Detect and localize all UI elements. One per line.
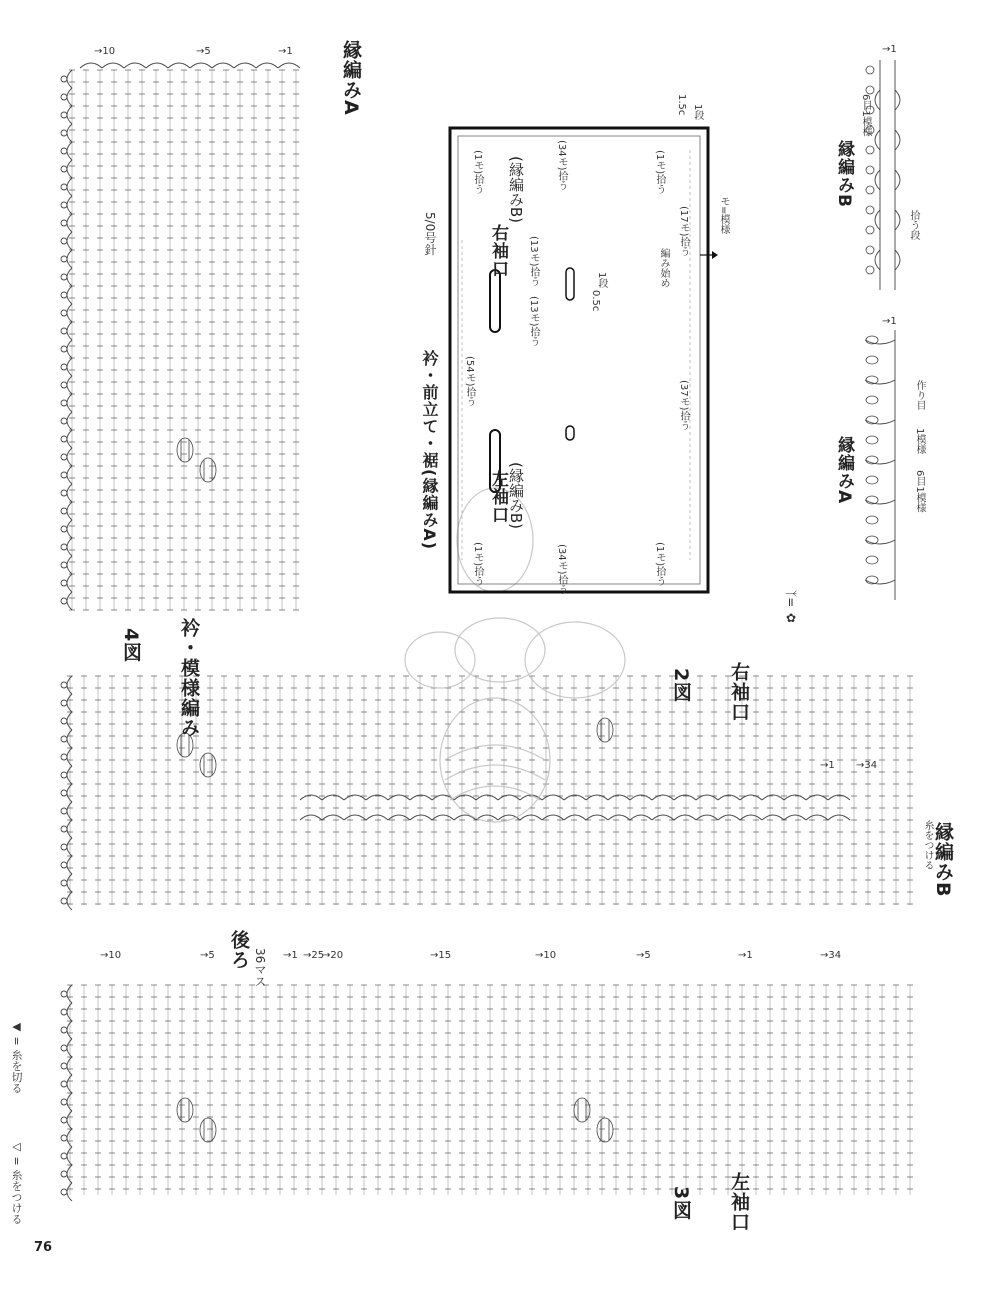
pick-54: (54モ)拾う [464,356,475,407]
pick-1-c: (1モ)拾う [472,542,483,587]
back-count: 36マス [253,948,267,988]
formula-symbol: ᛉ= ✿ [784,590,798,626]
dim-1row: 1段 [692,104,703,121]
pick-17: (17モ)拾う [678,206,689,257]
sample-a-1motif: 1模様 [914,428,925,455]
left-cuff-sub: (縁編みB) [507,462,525,529]
stitch-symbol-icon: ᛉ [784,590,798,598]
thread-attach-label: 糸をつける [922,820,933,870]
fig3-row-0: →10 [100,950,122,961]
dim-1row-b: 1段 [596,272,607,289]
dim-05: 0.5c [590,290,601,312]
fig3-row-5: →15 [430,950,452,961]
pick-34-bottom: (34モ)拾う [556,544,567,595]
dim-15: 1.5c [676,94,687,116]
fig3-row-6: →10 [535,950,557,961]
fig3-label: 3図 [670,1186,692,1221]
sample-a-chain: 作り目 [914,380,925,410]
pick-13-a: (13モ)拾う [528,296,539,347]
edging-b-label-fig2: 縁編みB [932,822,954,898]
fig3-row-1: →5 [200,950,215,961]
fig3-row-2: →1 [283,950,298,961]
fig4-row-1: →1 [278,46,293,57]
sample-b-pick-row: 拾う段 [908,210,919,240]
fig3-row-8: →1 [738,950,753,961]
fig4-row-10: →10 [94,46,116,57]
back-label: 後ろ [228,930,250,970]
fig3-row-4: →20 [322,950,344,961]
fig4-name: 衿・模様編み [178,618,200,738]
sample-a-label: 縁編みA [834,436,854,505]
fig2-name: 右袖口 [728,662,750,722]
pick-37: (37モ)拾う [678,380,689,431]
fig3-row-7: →5 [636,950,651,961]
legend-attach: ◁ = 糸をつける [10,1140,23,1225]
fig3-name: 左袖口 [728,1172,750,1232]
legend-cut: ◀ = 糸を切る [10,1020,23,1094]
pick-1-d: (1モ)拾う [654,542,665,587]
schematic-hook: 5/0号針 [423,212,437,256]
edging-a-label: 縁編みA [340,40,362,116]
page-number: 76 [34,1240,53,1255]
fig4-label: 4図 [120,628,142,663]
fig3-row-9: →34 [820,950,842,961]
right-cuff-label: 右袖口 [488,224,508,278]
pick-1-a: (1モ)拾う [472,150,483,195]
motif-note: モ=模様 [718,196,729,235]
left-cuff-label: 左袖口 [488,470,508,524]
fig2-label: 2図 [670,668,692,703]
sample-b-repeat: 6目1模様 [860,94,871,137]
sample-b-row-1: →1 [882,44,897,55]
right-cuff-sub: (縁編みB) [507,156,525,223]
pick-1-b: (1モ)拾う [654,150,665,195]
start-label: 編み始め [658,248,669,288]
picot-symbol-icon: ✿ [784,611,798,626]
pick-13-b: (13モ)拾う [528,236,539,287]
sample-a-row-1: →1 [882,316,897,327]
fig2-row-1: →1 [820,760,835,771]
pick-34-top: (34モ)拾う [556,140,567,191]
schematic-heading: 衿・前立て・裾(縁編みA) [420,350,439,551]
sample-b-label: 縁編みB [834,140,854,208]
fig3-row-3: →25 [303,950,325,961]
fig2-row-34: →34 [856,760,878,771]
sample-a-repeat: 6目1模様 [914,470,925,513]
fig4-row-5: →5 [196,46,211,57]
